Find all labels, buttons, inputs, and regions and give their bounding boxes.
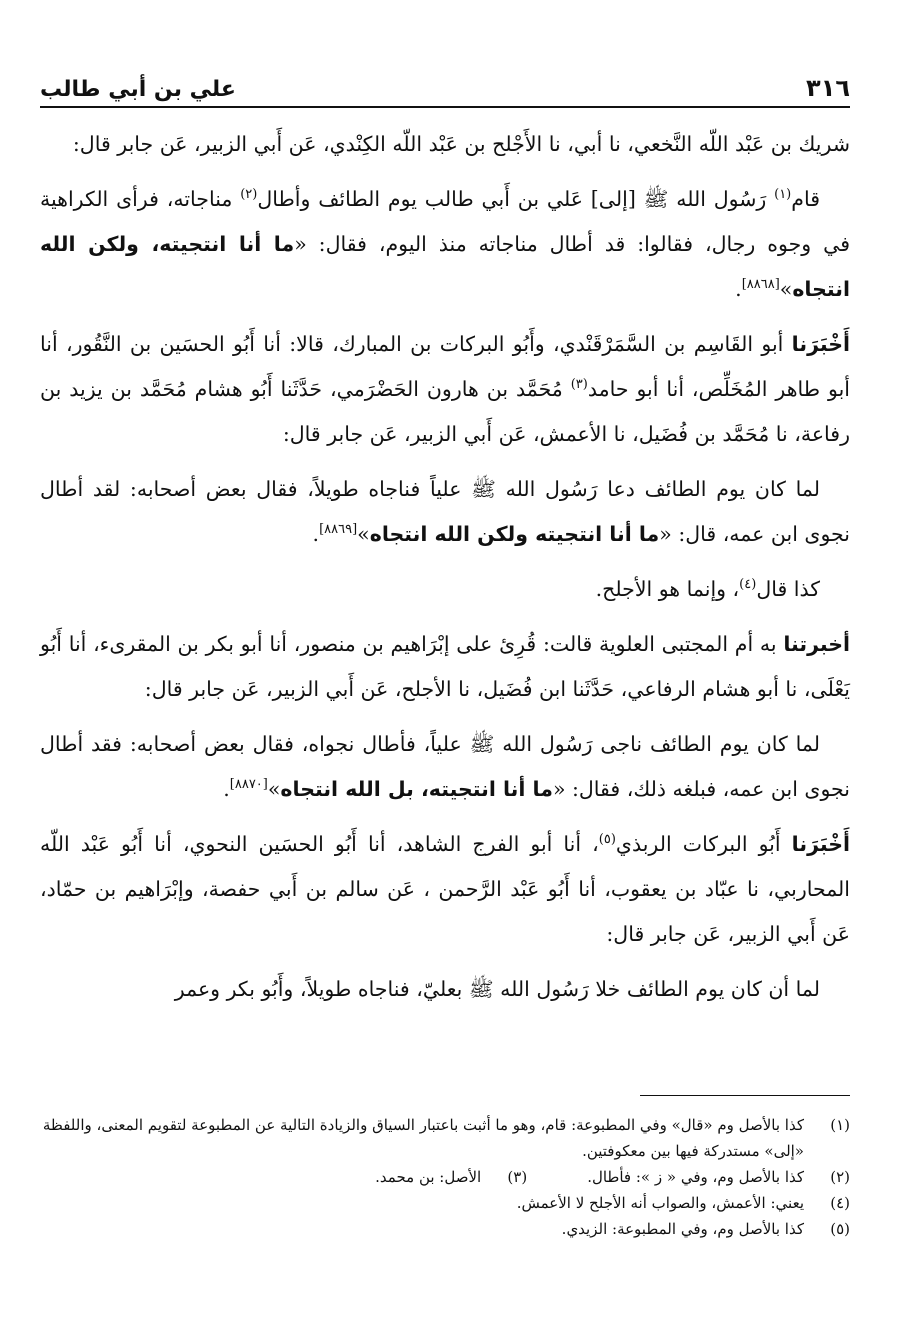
footnote-2: [587, 1164, 850, 1190]
paragraph-text: ، وإنما هو الأجلح.: [595, 577, 740, 601]
hadith-number: [٨٨٧٠]: [229, 777, 268, 793]
footnote-marker: (٥): [598, 832, 616, 848]
paragraph-text: .: [223, 777, 230, 801]
paragraph-8: [40, 822, 850, 957]
paragraph-text: كذا قال: [756, 577, 820, 601]
chain-opener: أخبرتنا: [783, 632, 850, 656]
paragraph-1: [40, 122, 850, 167]
paragraph-6: [40, 622, 850, 712]
paragraph-text: قام: [791, 187, 820, 211]
footnote-text: الأصل: بن محمد.: [375, 1168, 482, 1186]
paragraph-7: [40, 722, 850, 812]
paragraph-9: [40, 967, 850, 1012]
paragraph-5: [40, 567, 850, 612]
paragraph-text: به أم المجتبى العلوية قالت: قُرِئ على إبْرَاهيم بن منصور، أنا أبو بكر بن المقرىء، أنا أَبُو يَعْلَى، نا أبو هشام الرفاعي، حَدَّثَنا ابن فُضَيل، نا الأجلح، عَن أَبي الزبير، عَن جابر قال:: [40, 632, 850, 701]
hadith-quote: ما أنا انتجيته ولكن الله انتجاه: [369, 522, 660, 546]
footnote-marker: (٣): [570, 377, 588, 393]
footnote-marker: (١): [774, 187, 792, 203]
paragraph-3: [40, 322, 850, 457]
footnote-3: [375, 1164, 527, 1190]
paragraph-text: ، أنا أبو الفرج الشاهد، أنا أَبُو الحسَين النحوي، أنا أَبُو عَبْد اللّه المحاربي، نا عبّاد بن يعقوب، أنا أَبُو عَبْد الرَّحمن ، عَن سالم بن أَبي حفصة، وإبْرَاهيم بن حمّاد، عَن أَبي الزبير، عَن جابر قال:: [40, 832, 850, 946]
paragraph-text: لما أن كان يوم الطائف خلا رَسُول الله ﷺ بعليّ، فناجاه طويلاً، وأَبُو بكر وعمر: [174, 977, 820, 1001]
footnote-text: كذا بالأصل وم، وفي « ز »: فأطال.: [587, 1168, 804, 1186]
footnote-text: كذا بالأصل وم «قال» وفي المطبوعة: قام، وهو ما أثبت باعتبار السياق والزيادة التالية عن المطبوعة لتقويم المعنى، واللفظة «إلى» مستدركة فيها بين معكوفتين.: [42, 1116, 804, 1160]
chain-opener: أَخْبَرَنا: [791, 832, 850, 856]
paragraph-4: [40, 467, 850, 557]
running-title: علي بن أبي طالب: [40, 77, 236, 102]
footnote-number: (١): [830, 1116, 850, 1134]
footnote-marker: (٢): [240, 187, 258, 203]
hadith-quote: ما أنا انتجيته، ولكن الله انتجاه: [40, 232, 850, 301]
paragraph-text: »: [267, 777, 281, 801]
footnote-marker: (٤): [739, 577, 757, 593]
paragraph-text: مُحَمَّد بن هارون الحَضْرَمي، حَدَّثَنا أَبُو هشام مُحَمَّد بن يزيد بن رفاعة، نا مُحَمَّد بن فُضَيل، نا الأعمش، عَن أَبي الزبير، عَن جابر قال:: [40, 377, 850, 446]
page-number: ٣١٦: [806, 74, 850, 102]
paragraph-text: .: [735, 277, 742, 301]
footnote-number: (٥): [830, 1220, 850, 1238]
footnote-1: [40, 1112, 850, 1164]
paragraph-text: مناجاته، فرأى الكراهية في وجوه رجال، فقالوا: قد أطال مناجاته منذ اليوم، فقال: «: [40, 187, 850, 256]
paragraph-text: »: [779, 277, 793, 301]
paragraph-text: لما كان يوم الطائف ناجى رَسُول الله ﷺ علياً، فأطال نجواه، فقال بعض أصحابه: فقد أطال نجوى ابن عمه، فبلغه ذلك، فقال: «: [40, 732, 850, 801]
footnotes: [40, 1112, 850, 1242]
footnote-text: كذا بالأصل وم، وفي المطبوعة: الزيدي.: [561, 1220, 804, 1238]
footnote-divider: [640, 1095, 850, 1096]
hadith-quote: ما أنا انتجيته، بل الله انتجاه: [280, 777, 553, 801]
main-text: [40, 122, 850, 1022]
paragraph-text: شريك بن عَبْد اللّه النَّخعي، نا أبي، نا الأَجْلح بن عَبْد اللّه الكِنْدي، عَن أَبي الزبير، عَن جابر قال:: [72, 132, 850, 156]
footnote-row: [40, 1164, 850, 1190]
paragraph-text: أبو القَاسِم بن السَّمَرْقَنْدي، وأَبُو البركات بن المبارك، قالا: أنا أَبُو الحسَين بن النَّقُور، أنا أبو طاهر المُخَلِّص، أنا أبو حامد: [40, 332, 851, 401]
footnote-number: (٤): [830, 1194, 850, 1212]
hadith-number: [٨٨٦٩]: [319, 522, 358, 538]
paragraph-text: رَسُول الله ﷺ [إلى] عَلي بن أَبي طالب يوم الطائف وأطال: [257, 187, 775, 211]
paragraph-2: [40, 177, 850, 312]
chain-opener: أَخْبَرَنا: [791, 332, 850, 356]
page-header: [40, 60, 850, 108]
paragraph-text: »: [357, 522, 370, 546]
paragraph-text: أَبُو البركات الربذي: [615, 832, 792, 856]
paragraph-text: .: [312, 522, 320, 546]
footnote-5: [40, 1216, 850, 1242]
footnote-text: يعني: الأعمش، والصواب أنه الأجلح لا الأعمش.: [516, 1194, 804, 1212]
hadith-number: [٨٨٦٨]: [741, 277, 780, 293]
footnote-4: [40, 1190, 850, 1216]
footnote-number: (٣): [507, 1168, 528, 1186]
footnote-number: (٢): [830, 1168, 850, 1186]
paragraph-text: لما كان يوم الطائف دعا رَسُول الله ﷺ علياً فناجاه طويلاً، فقال بعض أصحابه: لقد أطال نجوى ابن عمه، قال: «: [40, 477, 850, 546]
